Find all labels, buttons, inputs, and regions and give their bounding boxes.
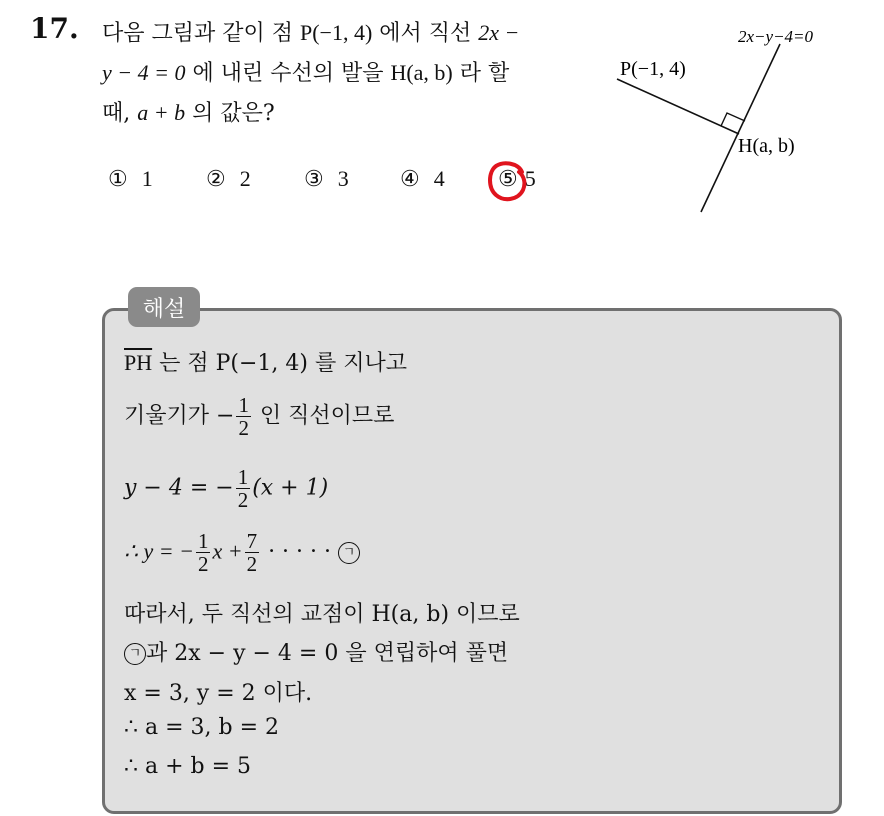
fraction-denominator: 2 <box>246 552 258 576</box>
solution-text: 기울기가 − <box>124 403 235 429</box>
solution-text: (x + 1) <box>252 475 329 501</box>
solution-text: x + <box>212 538 243 564</box>
question-number: 17. <box>30 12 79 45</box>
sum-expression: a + b <box>137 100 186 125</box>
solution-line-6 <box>124 636 508 667</box>
question-text: 때, <box>102 101 138 126</box>
question-line-3 <box>102 96 275 127</box>
solution-line-4 <box>124 530 360 575</box>
question-line-2 <box>102 56 509 87</box>
choice-2[interactable] <box>206 166 251 192</box>
question-text: 라 할 <box>452 61 510 86</box>
fraction-denominator: 2 <box>197 552 209 576</box>
ellipsis-dots: · · · · · <box>261 539 339 565</box>
choice-4[interactable] <box>400 166 445 192</box>
fraction-half <box>236 394 251 439</box>
choice-3[interactable] <box>304 166 349 192</box>
point-p-text: P(−1, 4) <box>300 20 373 45</box>
fraction-numerator: 1 <box>197 529 209 553</box>
answer-circle-mark <box>484 158 530 204</box>
solution-line-9: ∴ a + b = 5 <box>124 754 252 779</box>
solution-text: 인 직선이므로 <box>252 403 395 429</box>
solution-label: 해설 <box>128 287 200 327</box>
line-equation-part: 2x − <box>478 20 520 45</box>
solution-line-7: x = 3, y = 2 이다. <box>124 681 313 706</box>
solution-line-5: 따라서, 두 직선의 교점이 H(a, b) 이므로 <box>124 602 520 627</box>
fraction-numerator: 7 <box>246 529 258 553</box>
question-text: 의 값은? <box>185 101 275 126</box>
choice-value: 2 <box>239 166 251 191</box>
choice-mark: ⑤ <box>498 167 518 192</box>
fraction-half <box>196 530 211 575</box>
solution-line-1 <box>124 346 407 377</box>
solution-text: 는 점 P(−1, 4) 를 지나고 <box>152 351 407 376</box>
choice-value: 1 <box>141 166 153 191</box>
solution-line-3 <box>124 466 328 511</box>
given-line <box>701 44 780 212</box>
choice-value: 4 <box>433 166 445 191</box>
geometry-diagram <box>600 0 884 220</box>
segment-ph: $\overline{PH}$ <box>124 350 153 375</box>
line-equation-label: 2x−y−4=0 <box>738 27 814 46</box>
fraction-numerator: 1 <box>237 465 249 489</box>
point-p-label: P(−1, 4) <box>620 58 686 80</box>
choice-value: 5 <box>524 166 536 191</box>
choice-mark: ① <box>108 167 128 192</box>
fraction-numerator: 1 <box>238 393 249 417</box>
question-line-1 <box>102 16 519 47</box>
fraction-denominator: 2 <box>237 488 249 512</box>
choice-mark: ③ <box>304 167 324 192</box>
solution-line-8: ∴ a = 3, b = 2 <box>124 715 280 740</box>
line-equation-part: y − 4 = 0 <box>102 60 186 85</box>
fraction-seven-halves <box>245 530 260 575</box>
solution-text: y − 4 = − <box>124 475 234 501</box>
point-h-text: H(a, b) <box>390 60 453 85</box>
equation-marker: ㄱ <box>338 542 360 564</box>
question-text: 다음 그림과 같이 점 <box>102 21 300 46</box>
choice-value: 3 <box>337 166 349 191</box>
question-text: 에 내린 수선의 발을 <box>185 61 391 86</box>
equation-marker: ㄱ <box>124 643 146 665</box>
choice-mark: ② <box>206 167 226 192</box>
solution-line-2 <box>124 394 394 439</box>
right-angle-mark <box>721 113 745 126</box>
solution-text: 과 2x − y − 4 = 0 을 연립하여 풀면 <box>146 641 509 666</box>
question-text: 에서 직선 <box>372 21 479 46</box>
fraction-half <box>236 466 251 511</box>
fraction-denominator: 2 <box>238 416 249 440</box>
point-h-label: H(a, b) <box>738 135 795 157</box>
choice-1[interactable] <box>108 166 153 192</box>
solution-text: ∴ y = − <box>124 538 194 564</box>
choice-mark: ④ <box>400 167 420 192</box>
